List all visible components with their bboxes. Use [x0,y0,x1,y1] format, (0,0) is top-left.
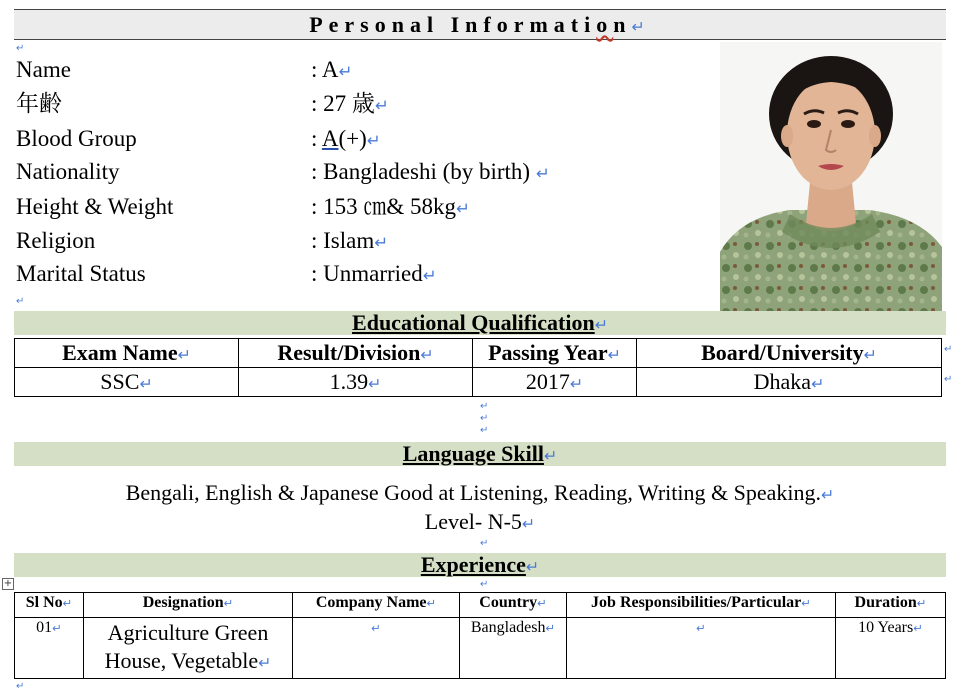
info-row-height-weight: Height & Weight : 153 ㎝& 58kg↵ [16,194,470,219]
language-description: Bengali, English & Japanese Good at Listening, Reading, Writing & Speaking.↵ [125,480,835,505]
cell-job-responsibilities: ↵ [567,618,836,679]
experience-table [14,592,946,679]
paragraph-mark: ↵ [480,579,489,590]
cell-company-name: ↵ [293,618,460,679]
personal-info-title: Personal Information↵ [14,9,946,40]
paragraph-mark: ↵ [16,43,25,54]
table-row [15,618,946,679]
language-level: Level- N-5↵ [424,509,536,534]
info-row-nationality: Nationality : Bangladeshi (by birth) ↵ [16,159,550,184]
table-row [15,368,942,397]
info-row-blood-group: Blood Group : A(+)↵ [16,126,381,151]
cell-result: 1.39↵ [239,368,473,397]
cell-duration: 10 Years↵ [836,618,946,679]
paragraph-mark: ↵ [480,538,489,549]
info-row-name: Name : A↵ [16,57,353,82]
cell-country: Bangladesh↵ [460,618,567,679]
paragraph-mark: ↵ [16,296,25,307]
cell-exam-name: SSC↵ [15,368,239,397]
education-table [14,338,942,397]
cell-sl-no: 01↵ [15,618,84,679]
education-section-title: Educational Qualification↵ [14,311,946,335]
row-end-mark: ↵ [944,344,953,355]
info-row-age: 年齢 : 27 歳↵ [16,91,389,116]
paragraph-mark: ↵ [480,413,489,424]
header-result-division: Result/Division↵ [239,339,473,368]
table-header-row [15,339,942,368]
profile-photo [720,42,942,326]
header-country: Country↵ [460,593,567,618]
table-header-row [15,593,946,618]
experience-section-title: Experience↵ [14,553,946,577]
header-sl-no: Sl No↵ [15,593,84,618]
info-row-marital-status: Marital Status : Unmarried↵ [16,261,437,286]
table-move-handle[interactable]: + [3,578,13,589]
header-passing-year: Passing Year↵ [473,339,637,368]
info-row-religion: Religion : Islam↵ [16,228,389,253]
cell-passing-year: 2017↵ [473,368,637,397]
cell-board: Dhaka↵ [637,368,942,397]
row-end-mark: ↵ [944,374,953,385]
cell-designation: Agriculture Green House, Vegetable↵ [84,618,293,679]
paragraph-mark: ↵ [480,401,489,412]
header-company-name: Company Name↵ [293,593,460,618]
language-section-title: Language Skill↵ [14,442,946,466]
portrait-illustration [720,42,942,326]
header-designation: Designation↵ [84,593,293,618]
header-board-university: Board/University↵ [637,339,942,368]
header-duration: Duration↵ [836,593,946,618]
header-exam-name: Exam Name↵ [15,339,239,368]
paragraph-mark: ↵ [480,425,489,436]
paragraph-mark: ↵ [16,681,25,692]
header-job-responsibilities: Job Responsibilities/Particular↵ [567,593,836,618]
